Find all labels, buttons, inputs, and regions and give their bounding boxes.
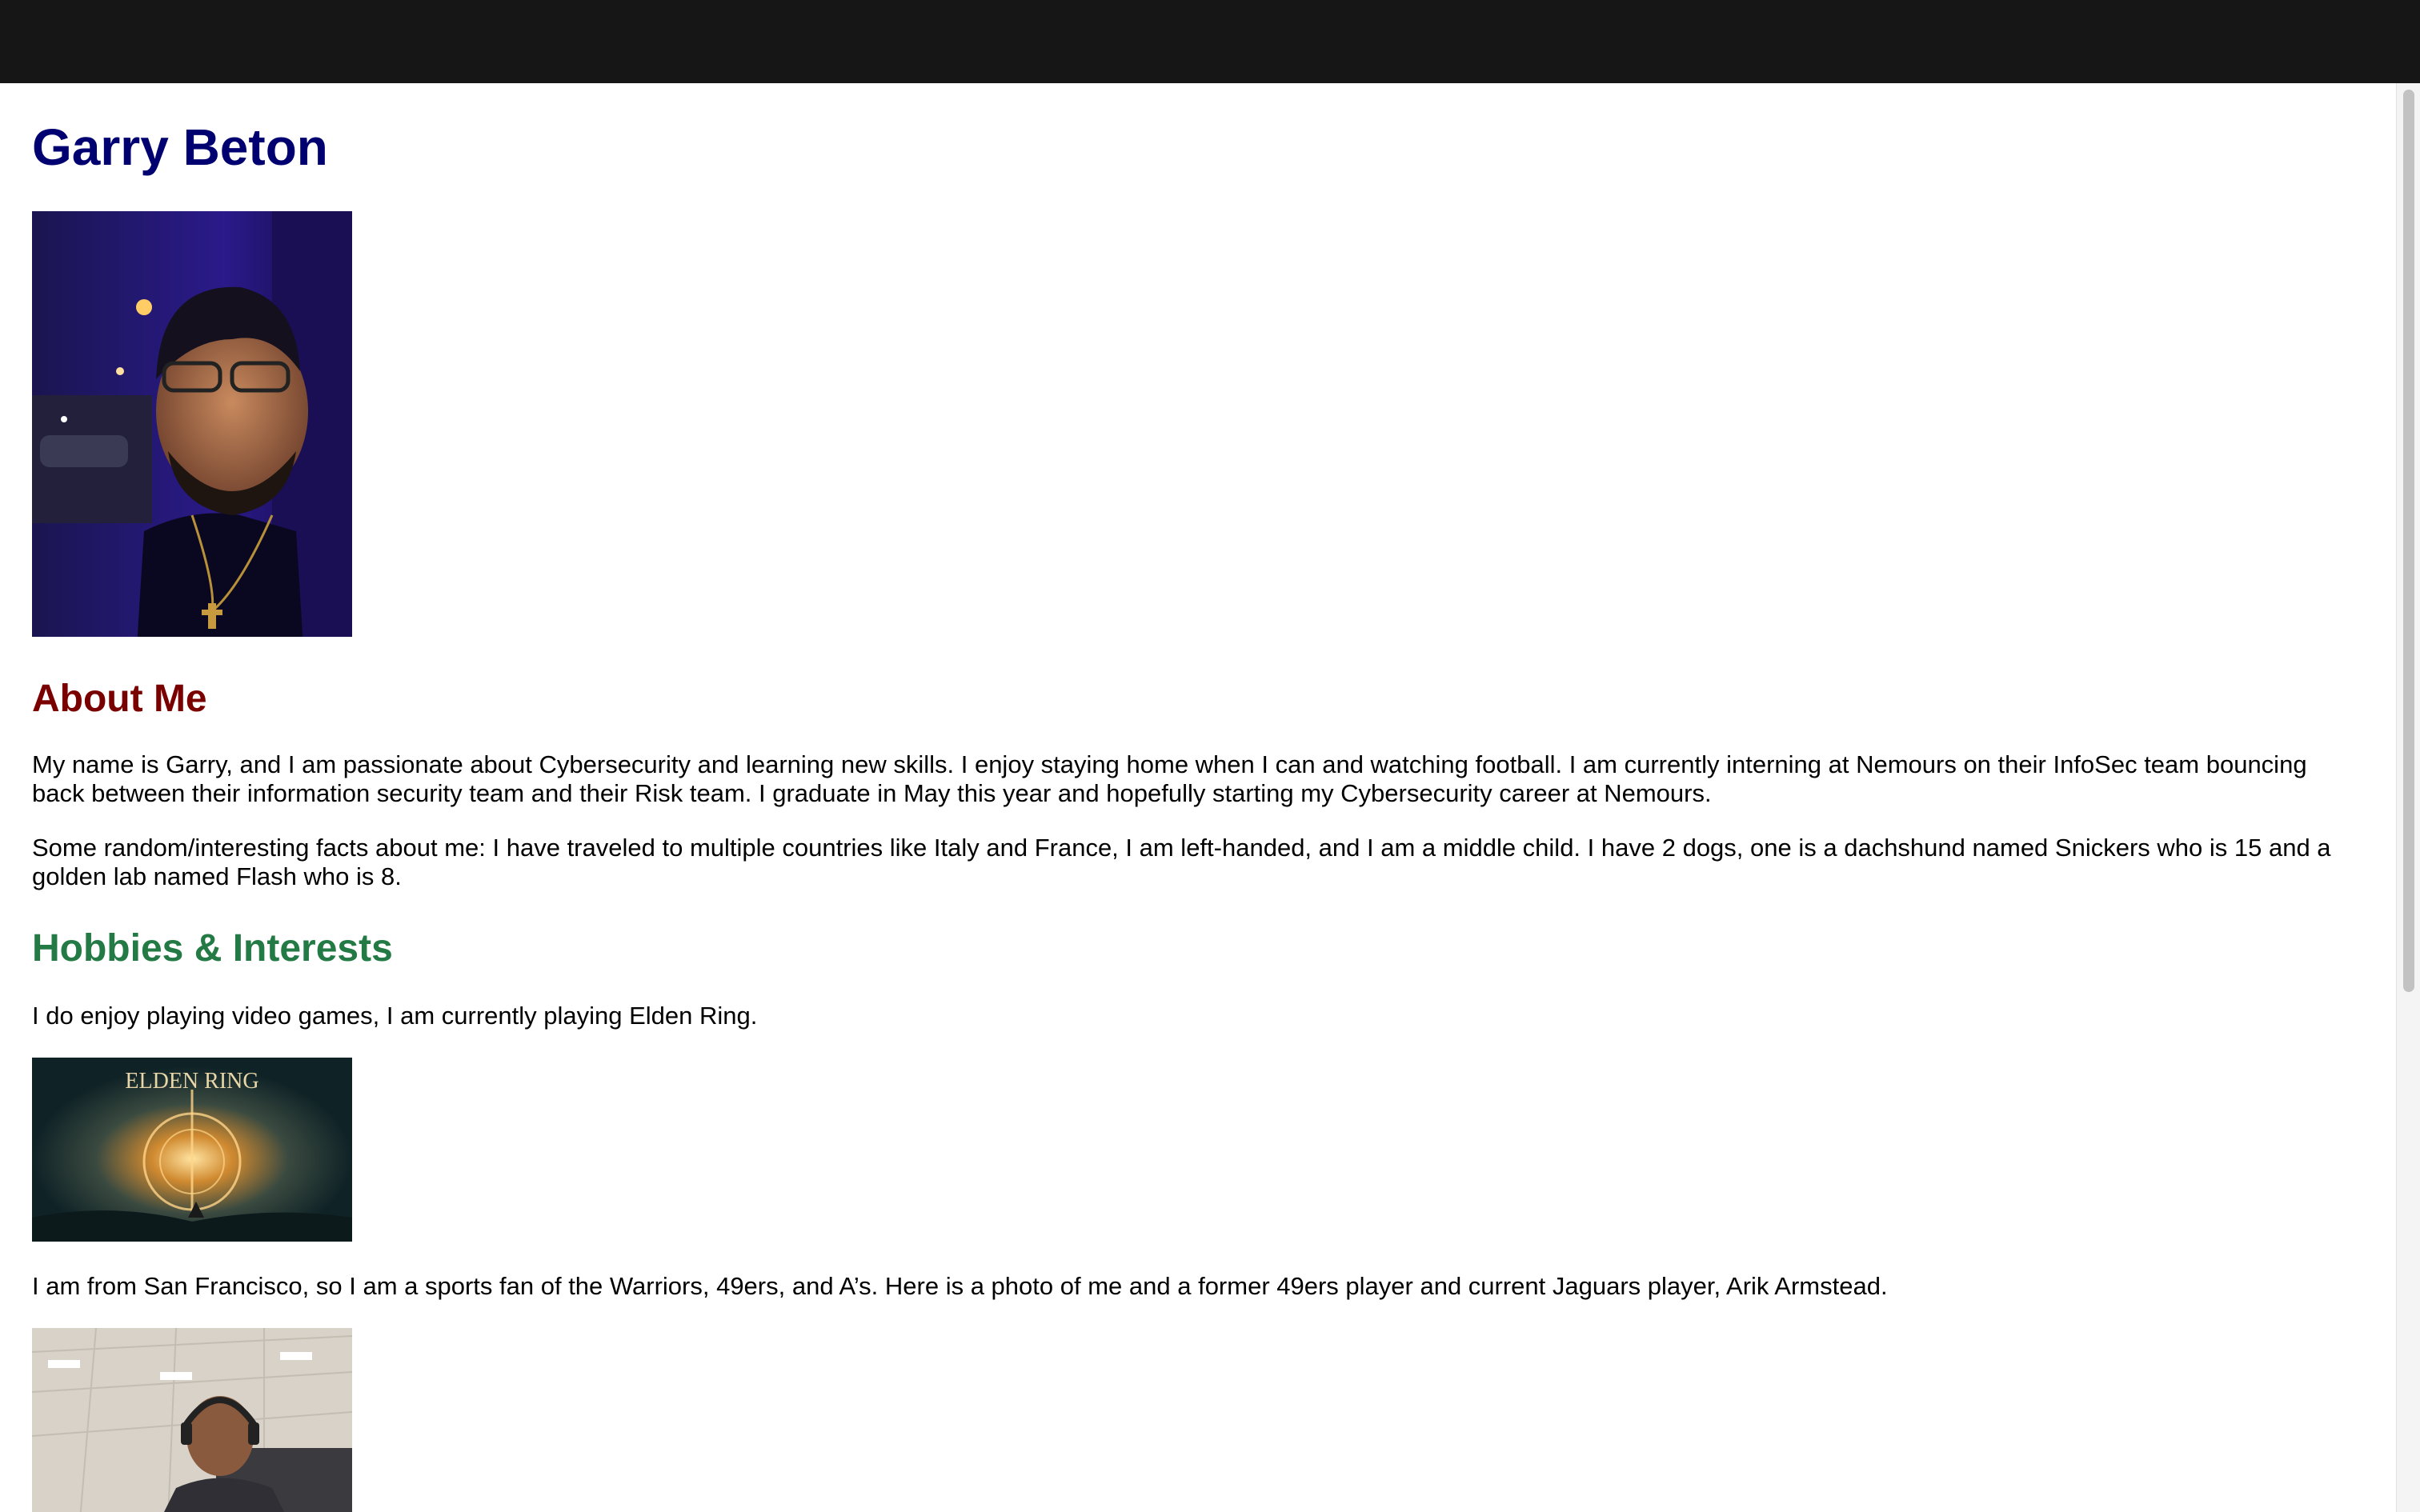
page-viewport [0,83,2396,1512]
elden-ring-logo-text: ELDEN RING [125,1069,259,1094]
about-paragraph-2: Some random/interesting facts about me: I have traveled to multiple countries like Italy and France, I am left-handed, and I am a middle child. I have 2 dogs, one is a dachshund named Snickers who is 15 and a golden lab named Flash who is 8. [32,834,2331,890]
hobbies-heading: Hobbies & Interests [32,927,393,970]
about-heading: About Me [32,678,207,720]
profile-photo [32,211,352,637]
vertical-scrollbar[interactable] [2396,83,2420,1512]
page-title: Garry Beton [32,118,328,176]
about-paragraph-1: My name is Garry, and I am passionate about Cybersecurity and learning new skills. I enjoy staying home when I can and watching football. I am currently interning at Nemours on their InfoSec team bouncing back between their information security team and their Risk team. I graduate in May this year and hopefully starting my Cybersecurity career at Nemours. [32,750,2307,807]
elden-ring-image [32,1058,352,1242]
hobbies-paragraph-1: I do enjoy playing video games, I am currently playing Elden Ring. [32,1002,758,1030]
scrollbar-thumb[interactable] [2403,90,2414,992]
browser-top-bar [0,0,2420,83]
hobbies-paragraph-2: I am from San Francisco, so I am a sports fan of the Warriors, 49ers, and A’s. Here is a photo of me and a former 49ers player and current Jaguars player, Arik Armstead. [32,1272,1888,1300]
sports-fan-photo [32,1328,352,1512]
